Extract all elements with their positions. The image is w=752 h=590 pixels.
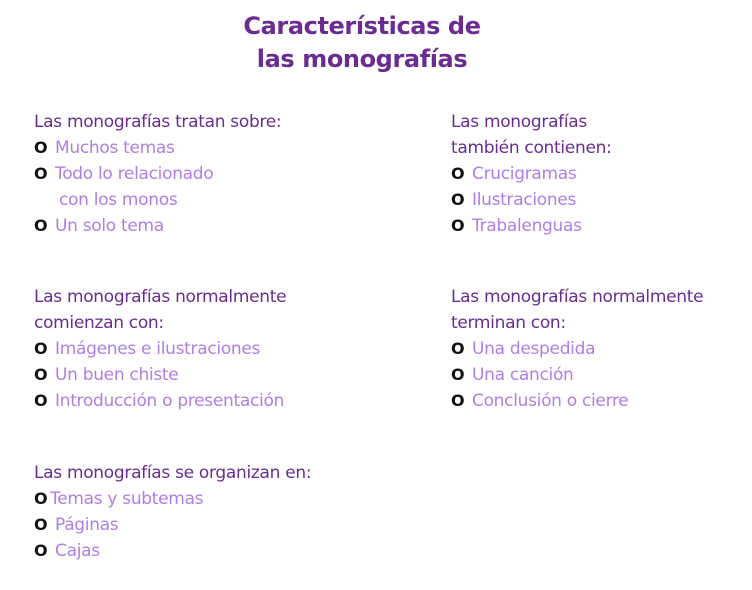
option-label: Un solo tema [55, 216, 164, 236]
radio-circle-icon[interactable]: O [34, 138, 48, 157]
option-muchos-temas[interactable] [34, 135, 281, 161]
prompt-line: Las monografías tratan sobre: [34, 112, 282, 132]
question-prompt [34, 460, 311, 486]
option-conclusion[interactable] [451, 388, 703, 414]
option-label: Muchos temas [55, 138, 175, 158]
question-organization [34, 460, 311, 564]
page-title [0, 10, 724, 76]
question-contents [451, 109, 612, 239]
radio-circle-icon[interactable]: O [34, 515, 48, 534]
option-introduccion[interactable] [34, 388, 286, 414]
prompt-line: comienzan con: [34, 313, 164, 333]
question-prompt [451, 284, 703, 336]
radio-circle-icon[interactable]: O [451, 365, 465, 384]
question-prompt [34, 284, 286, 336]
option-label: Una despedida [472, 339, 596, 359]
question-ending [451, 284, 703, 414]
radio-circle-icon[interactable]: O [34, 541, 48, 560]
question-topics [34, 109, 281, 239]
radio-circle-icon[interactable]: O [34, 489, 48, 508]
option-todo-lo-relacionado[interactable] [34, 161, 281, 213]
option-label: Temas y subtemas [50, 489, 204, 509]
option-cancion[interactable] [451, 362, 703, 388]
question-prompt [34, 109, 281, 135]
option-paginas[interactable] [34, 512, 311, 538]
option-label: Crucigramas [472, 164, 577, 184]
option-temas-subtemas[interactable] [34, 486, 311, 512]
prompt-line: Las monografías normalmente [34, 287, 287, 307]
option-cajas[interactable] [34, 538, 311, 564]
prompt-line: Las monografías [451, 112, 587, 132]
radio-circle-icon[interactable]: O [451, 339, 465, 358]
option-trabalenguas[interactable] [451, 213, 612, 239]
option-despedida[interactable] [451, 336, 703, 362]
question-prompt [451, 109, 612, 161]
option-ilustraciones[interactable] [451, 187, 612, 213]
option-label: Un buen chiste [55, 365, 179, 385]
radio-circle-icon[interactable]: O [34, 365, 48, 384]
option-label: Introducción o presentación [55, 391, 285, 411]
option-label: Conclusión o cierre [472, 391, 629, 411]
option-imagenes[interactable] [34, 336, 286, 362]
radio-circle-icon[interactable]: O [34, 164, 48, 183]
option-label: Cajas [55, 541, 100, 561]
option-label: Una canción [472, 365, 574, 385]
option-label-continued: con los monos [59, 190, 178, 210]
option-label: Imágenes e ilustraciones [55, 339, 261, 359]
question-beginning [34, 284, 286, 414]
option-label: Trabalenguas [472, 216, 582, 236]
radio-circle-icon[interactable]: O [451, 164, 465, 183]
option-crucigramas[interactable] [451, 161, 612, 187]
radio-circle-icon[interactable]: O [451, 391, 465, 410]
option-chiste[interactable] [34, 362, 286, 388]
option-un-solo-tema[interactable] [34, 213, 281, 239]
option-label: Todo lo relacionado [55, 164, 214, 184]
prompt-line: Las monografías normalmente [451, 287, 704, 307]
radio-circle-icon[interactable]: O [451, 216, 465, 235]
prompt-line: Las monografías se organizan en: [34, 463, 312, 483]
title-line-2: las monografías [256, 45, 468, 73]
radio-circle-icon[interactable]: O [34, 339, 48, 358]
title-line-1: Características de [243, 12, 481, 40]
prompt-line: también contienen: [451, 138, 612, 158]
radio-circle-icon[interactable]: O [34, 216, 48, 235]
radio-circle-icon[interactable]: O [451, 190, 465, 209]
option-label: Ilustraciones [472, 190, 577, 210]
option-label: Páginas [55, 515, 119, 535]
prompt-line: terminan con: [451, 313, 566, 333]
radio-circle-icon[interactable]: O [34, 391, 48, 410]
